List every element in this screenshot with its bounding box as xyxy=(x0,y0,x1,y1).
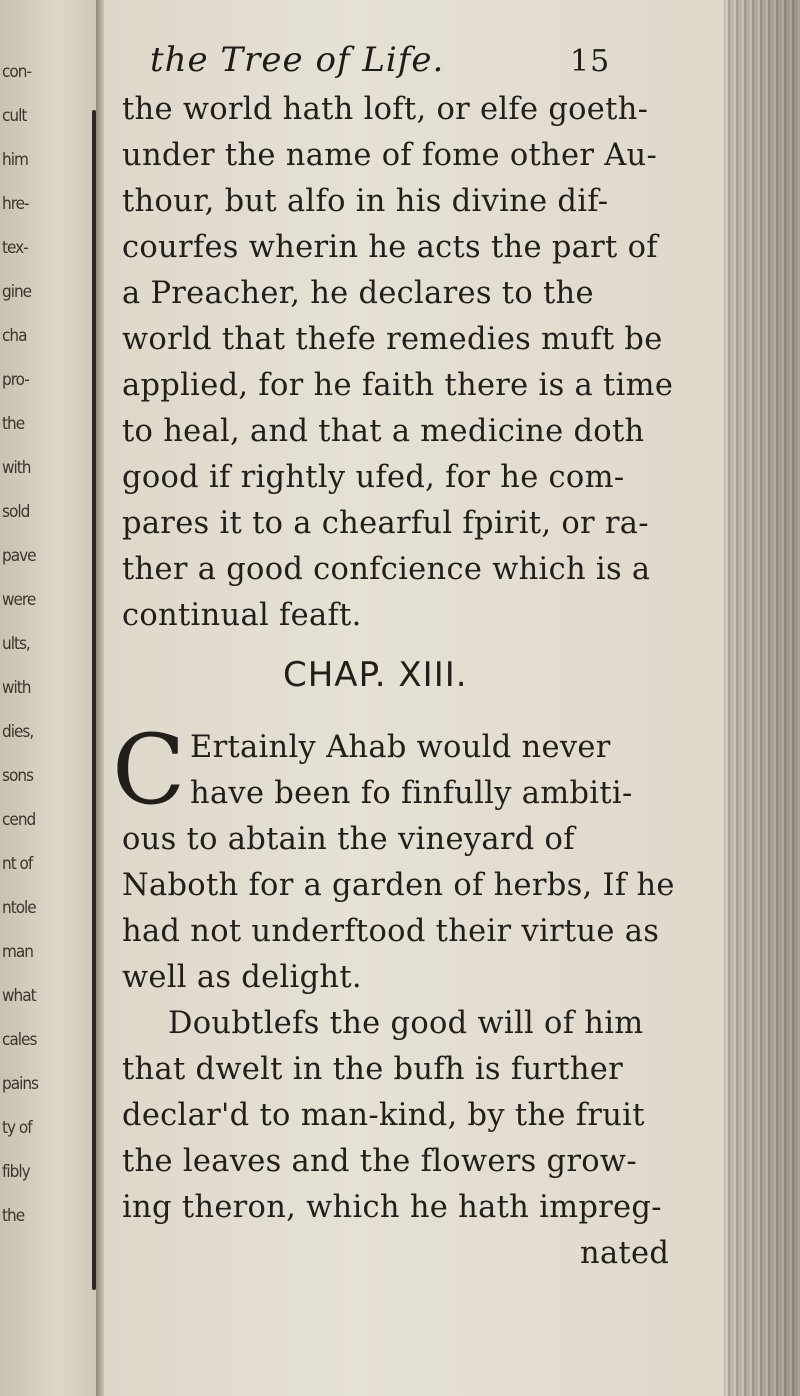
running-title: the Tree of Life. xyxy=(150,40,445,80)
chapter-heading: CHAP. XIII. xyxy=(283,655,468,695)
left-fragment: the xyxy=(2,1206,25,1226)
left-fragment: dies, xyxy=(2,722,34,742)
catchword: nated xyxy=(580,1236,670,1271)
left-fragment: him xyxy=(2,150,28,170)
left-fragment: hre- xyxy=(2,194,29,214)
left-fragment: ty of xyxy=(2,1118,32,1138)
left-fragment: sold xyxy=(2,502,30,522)
left-fragment: the xyxy=(2,414,25,434)
left-fragment: pro- xyxy=(2,370,29,390)
text-line: continual feaft. xyxy=(122,598,362,633)
left-fragment: nt of xyxy=(2,854,33,874)
text-line: well as delight. xyxy=(122,960,362,995)
text-line: Ertainly Ahab would never xyxy=(190,730,611,765)
page-edges-shade xyxy=(724,0,800,1396)
text-line: a Preacher, he declares to the xyxy=(122,276,594,311)
text-line: applied, for he faith there is a time xyxy=(122,368,674,403)
drop-cap: C xyxy=(112,714,186,826)
text-line: ing theron, which he hath impreg- xyxy=(122,1190,662,1225)
left-fragment: cales xyxy=(2,1030,37,1050)
text-line: the world hath loft, or elfe goeth- xyxy=(122,92,649,127)
left-fragment: pains xyxy=(2,1074,38,1094)
left-fragment: what xyxy=(2,986,36,1006)
left-fragment: cha xyxy=(2,326,27,346)
text-line: ous to abtain the vineyard of xyxy=(122,822,575,857)
left-facing-page xyxy=(0,0,98,1396)
left-fragment: ults, xyxy=(2,634,30,654)
text-line: under the name of fome other Au- xyxy=(122,138,658,173)
text-line: the leaves and the flowers grow- xyxy=(122,1144,637,1179)
text-line: had not underftood their virtue as xyxy=(122,914,660,949)
text-line: courfes wherin he acts the part of xyxy=(122,230,658,265)
left-fragment: with xyxy=(2,458,31,478)
left-fragment: cult xyxy=(2,106,27,126)
text-line: have been fo finfully ambiti- xyxy=(190,776,633,811)
left-fragment: tex- xyxy=(2,238,28,258)
text-line: Doubtlefs the good will of him xyxy=(168,1006,644,1041)
left-fragment: were xyxy=(2,590,36,610)
text-line: ther a good confcience which is a xyxy=(122,552,651,587)
running-header xyxy=(150,40,611,80)
left-fragment: sons xyxy=(2,766,33,786)
text-line: pares it to a chearful fpirit, or ra- xyxy=(122,506,649,541)
text-line: good if rightly ufed, for he com- xyxy=(122,460,625,495)
left-fragment: with xyxy=(2,678,31,698)
text-line: Naboth for a garden of herbs, If he xyxy=(122,868,675,903)
text-line: thour, but alfo in his divine dif- xyxy=(122,184,609,219)
text-line: declar'd to man-kind, by the fruit xyxy=(122,1098,645,1133)
left-fragment: fibly xyxy=(2,1162,30,1182)
text-line: to heal, and that a medicine doth xyxy=(122,414,645,449)
left-fragment: gine xyxy=(2,282,32,302)
left-fragment: con- xyxy=(2,62,31,82)
left-fragment: man xyxy=(2,942,33,962)
text-line: world that thefe remedies muft be xyxy=(122,322,663,357)
left-fragment: cend xyxy=(2,810,36,830)
left-fragment: pave xyxy=(2,546,36,566)
text-line: that dwelt in the bufh is further xyxy=(122,1052,623,1087)
left-fragment: ntole xyxy=(2,898,36,918)
page-number: 15 xyxy=(570,44,611,79)
